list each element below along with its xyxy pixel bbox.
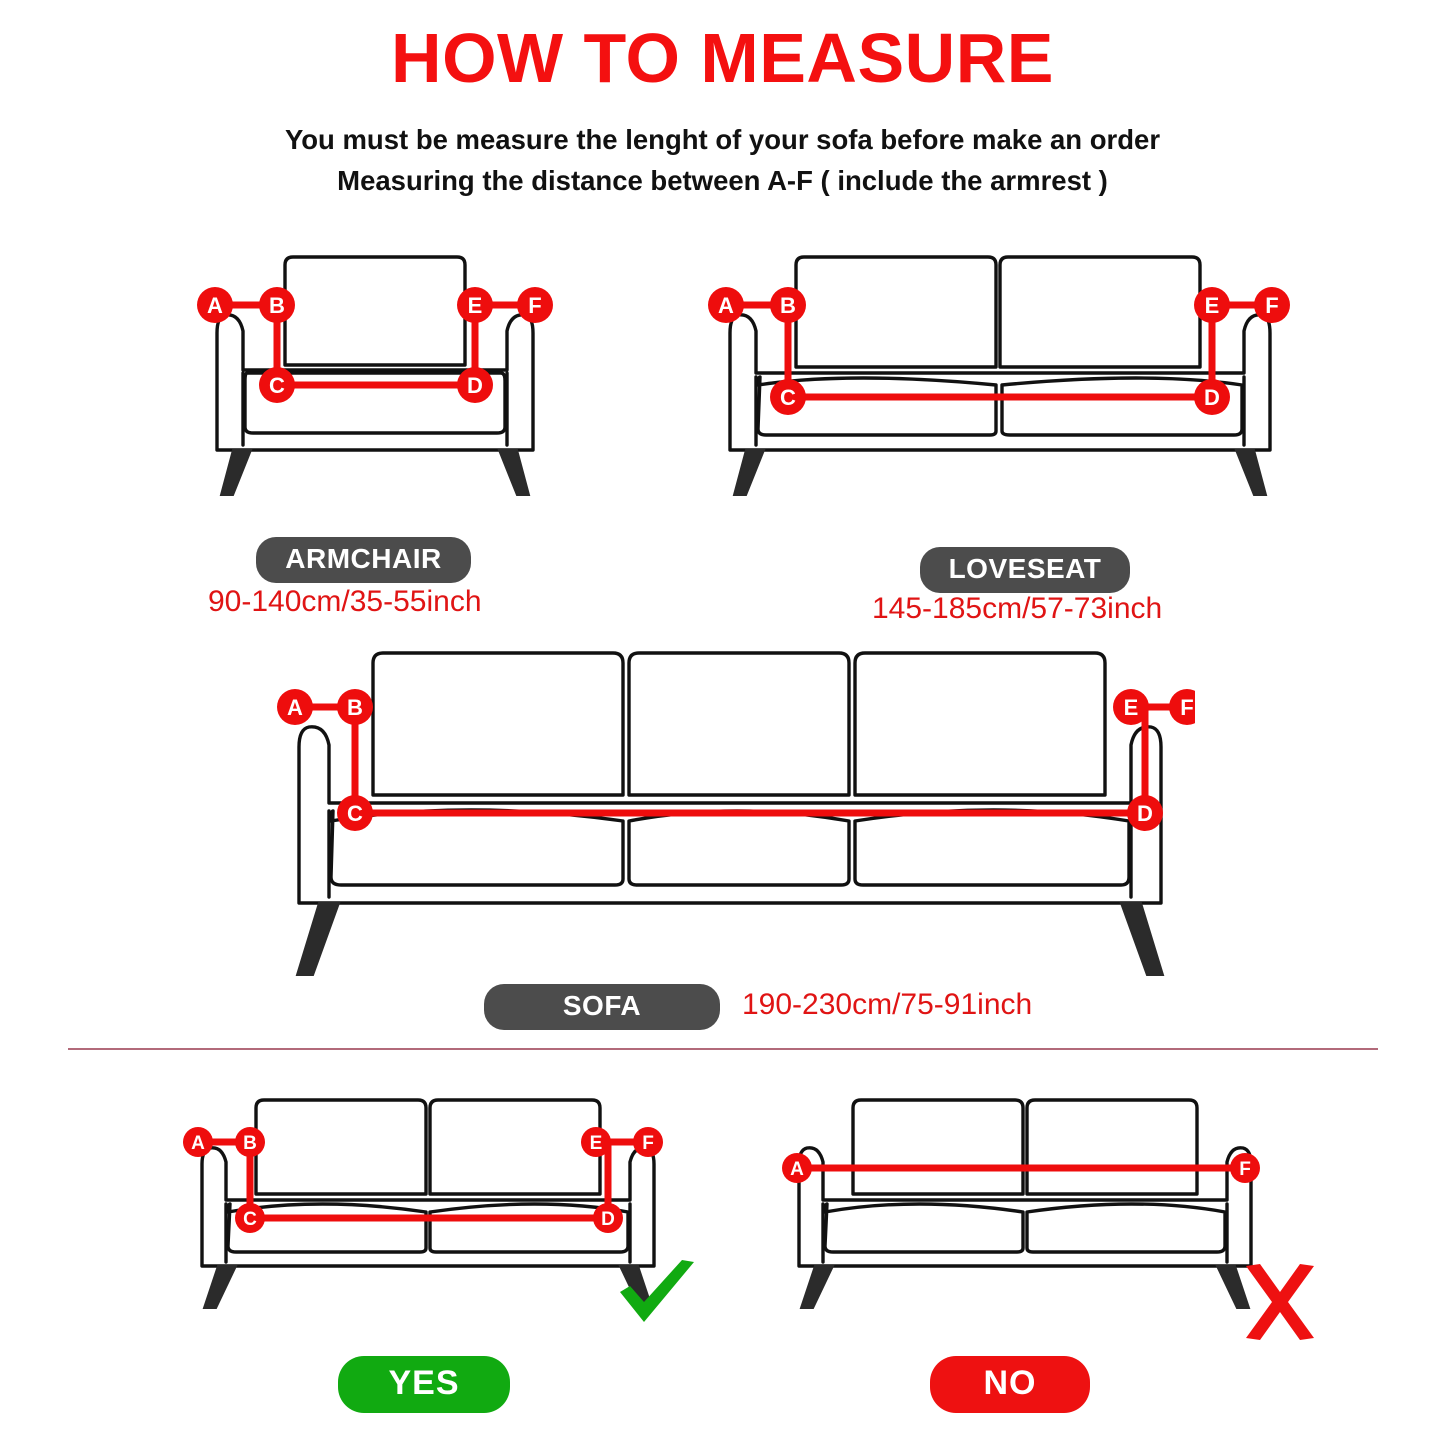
svg-text:D: D	[601, 1209, 615, 1230]
svg-text:A: A	[191, 1133, 205, 1154]
svg-text:E: E	[1123, 695, 1139, 720]
svg-text:A: A	[718, 293, 734, 318]
svg-text:F: F	[1180, 695, 1194, 720]
subtitle-line-1: You must be measure the lenght of your sofa before make an order	[284, 124, 1161, 155]
section-divider	[68, 1048, 1378, 1050]
incorrect-measurement-diagram	[775, 1090, 1275, 1320]
svg-text:B: B	[269, 293, 285, 318]
svg-text:F: F	[642, 1133, 654, 1154]
svg-text:F: F	[1239, 1159, 1251, 1180]
armchair-diagram	[185, 245, 565, 515]
svg-text:E: E	[467, 293, 483, 318]
svg-text:A: A	[287, 695, 303, 720]
subtitle-line-2: Measuring the distance between A-F ( include the armrest )	[337, 164, 1108, 196]
armchair-label: ARMCHAIR	[256, 537, 471, 583]
svg-text:C: C	[347, 801, 363, 826]
svg-text:F: F	[528, 293, 542, 318]
svg-text:E: E	[1204, 293, 1220, 318]
sofa-dimension: 190-230cm/75-91inch	[742, 988, 1033, 1021]
svg-text:D: D	[1137, 801, 1153, 826]
loveseat-diagram	[700, 245, 1300, 515]
svg-text:D: D	[467, 373, 483, 398]
sofa-label: SOFA	[484, 984, 720, 1030]
svg-text:A: A	[790, 1159, 804, 1180]
check-icon	[612, 1258, 702, 1338]
loveseat-dimension: 145-185cm/57-73inch	[872, 592, 1163, 625]
armchair-dimension: 90-140cm/35-55inch	[208, 585, 482, 618]
svg-text:C: C	[243, 1209, 257, 1230]
svg-text:D: D	[1204, 385, 1220, 410]
yes-label: YES	[338, 1356, 510, 1413]
svg-text:C: C	[780, 385, 796, 410]
sofa-diagram	[265, 635, 1195, 980]
correct-measurement-diagram	[178, 1090, 678, 1320]
svg-text:B: B	[780, 293, 796, 318]
page-title: HOW TO MEASURE	[391, 19, 1054, 97]
svg-text:B: B	[243, 1133, 257, 1154]
svg-text:F: F	[1265, 293, 1279, 318]
svg-text:B: B	[347, 695, 363, 720]
svg-text:A: A	[207, 293, 223, 318]
cross-icon	[1240, 1262, 1320, 1342]
no-label: NO	[930, 1356, 1090, 1413]
svg-text:E: E	[589, 1133, 603, 1154]
page-subtitle	[0, 120, 1445, 201]
svg-text:C: C	[269, 373, 285, 398]
loveseat-label: LOVESEAT	[920, 547, 1130, 593]
